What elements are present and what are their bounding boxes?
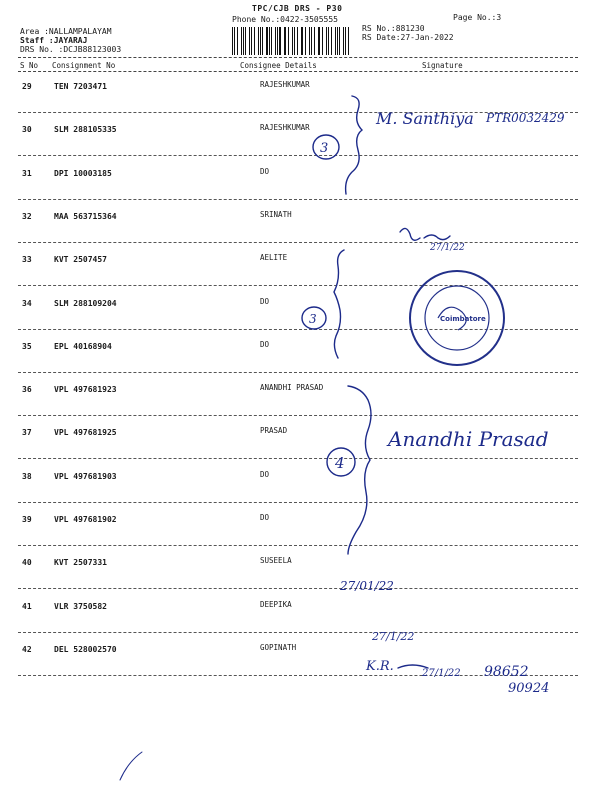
stray-mark (120, 752, 142, 780)
row-consignment-no: SLM 288105335 (54, 125, 117, 135)
row-consignment-no: MAA 563715364 (54, 211, 117, 221)
row-consignment-no: VPL 497681925 (54, 428, 117, 438)
row-consignee: AELITE (260, 253, 288, 263)
row-consignment-no: VPL 497681923 (54, 385, 117, 395)
row-consignment-no: VPL 497681902 (54, 515, 117, 524)
row-sno: 34 (22, 298, 32, 308)
drs-number: DRS No. :DCJB88123003 (20, 45, 122, 54)
row-sno: 37 (22, 428, 32, 438)
row-consignee: DO (260, 469, 270, 479)
bracket-group-3 (348, 386, 371, 554)
row-consignment-no: KVT 2507457 (54, 255, 107, 265)
sig-anandhi-prasad: Anandhi Prasad (388, 427, 549, 451)
row-consignee: PRASAD (260, 426, 288, 436)
date-gopinath: 27/1/22 (422, 668, 461, 679)
stamp-center-text: Coimbatore (440, 315, 486, 323)
page-number: Page No.:3 (453, 13, 502, 22)
row-consignment-no: VLR 3750582 (54, 601, 107, 611)
row-consignee: SRINATH (260, 209, 292, 219)
count-circle-1-digit: 3 (320, 141, 329, 156)
row-consignee: DEEPIKA (260, 599, 292, 609)
row-consignee: DO (260, 339, 270, 349)
row-consignment-no: KVT 2507331 (54, 558, 107, 568)
row-consignee: SUSEELA (260, 556, 292, 566)
row-consignment-no: VPL 497681903 (54, 471, 117, 481)
srinath-signature (400, 228, 450, 240)
row-consignee: GOPINATH (260, 642, 297, 652)
bracket-group-1 (346, 96, 362, 194)
sig-santhiya: M. Santhiya (376, 109, 474, 128)
row-sno: 36 (22, 385, 32, 395)
row-sno: 32 (22, 211, 32, 221)
bracket-group-2 (334, 250, 344, 358)
row-sno: 39 (22, 515, 32, 524)
row-consignee: RAJESHKUMAR (260, 123, 310, 133)
row-consignee: ANANDHI PRASAD (260, 383, 324, 393)
sig-santhiya-code: PTR0032429 (486, 111, 565, 125)
document-title: TPC/CJB DRS - P30 (252, 4, 343, 13)
col-consignee: Consignee Details (240, 61, 317, 70)
date-suseela: 27/01/22 (340, 579, 394, 593)
row-consignee: DO (260, 296, 270, 306)
date-deepika: 27/1/22 (372, 630, 415, 643)
row-consignee: DO (260, 513, 270, 522)
row-sno: 40 (22, 558, 32, 568)
row-sno: 33 (22, 255, 32, 265)
row-sno: 38 (22, 471, 32, 481)
area-label: Area :NALLAMPALAYAM (20, 27, 112, 36)
row-consignment-no: TEN 7203471 (54, 82, 107, 91)
row-sno: 42 (22, 644, 32, 654)
phone-note-line1: 98652 (484, 664, 529, 680)
phone-note-line2: 90924 (508, 681, 550, 696)
row-consignee: RAJESHKUMAR (260, 80, 310, 89)
row-sno: 41 (22, 601, 32, 611)
col-signature: Signature (422, 61, 463, 70)
staff-label: Staff :JAYARAJ (20, 36, 88, 45)
row-sno: 31 (22, 168, 32, 178)
count-circle-3-digit: 4 (335, 454, 345, 472)
count-circle-2-digit: 3 (309, 312, 317, 326)
col-sno: S No (20, 61, 39, 70)
kr-initials: K.R. (366, 659, 394, 674)
row-sno: 29 (22, 82, 32, 91)
row-consignment-no: DPI 10003185 (54, 168, 112, 178)
row-consignment-no: SLM 288109204 (54, 298, 117, 308)
row-sno: 35 (22, 341, 32, 351)
rs-number: RS No.:881230 (362, 24, 425, 33)
phone-number: Phone No.:0422-3505555 (232, 15, 338, 24)
row-consignment-no: EPL 40168904 (54, 341, 112, 351)
row-consignment-no: DEL 528002570 (54, 644, 117, 654)
rs-date: RS Date:27-Jan-2022 (362, 33, 454, 42)
row-sno: 30 (22, 125, 32, 135)
row-consignee: DO (260, 166, 270, 176)
col-consignment: Consignment No (52, 61, 116, 70)
date-srinath: 27/1/22 (430, 243, 465, 253)
